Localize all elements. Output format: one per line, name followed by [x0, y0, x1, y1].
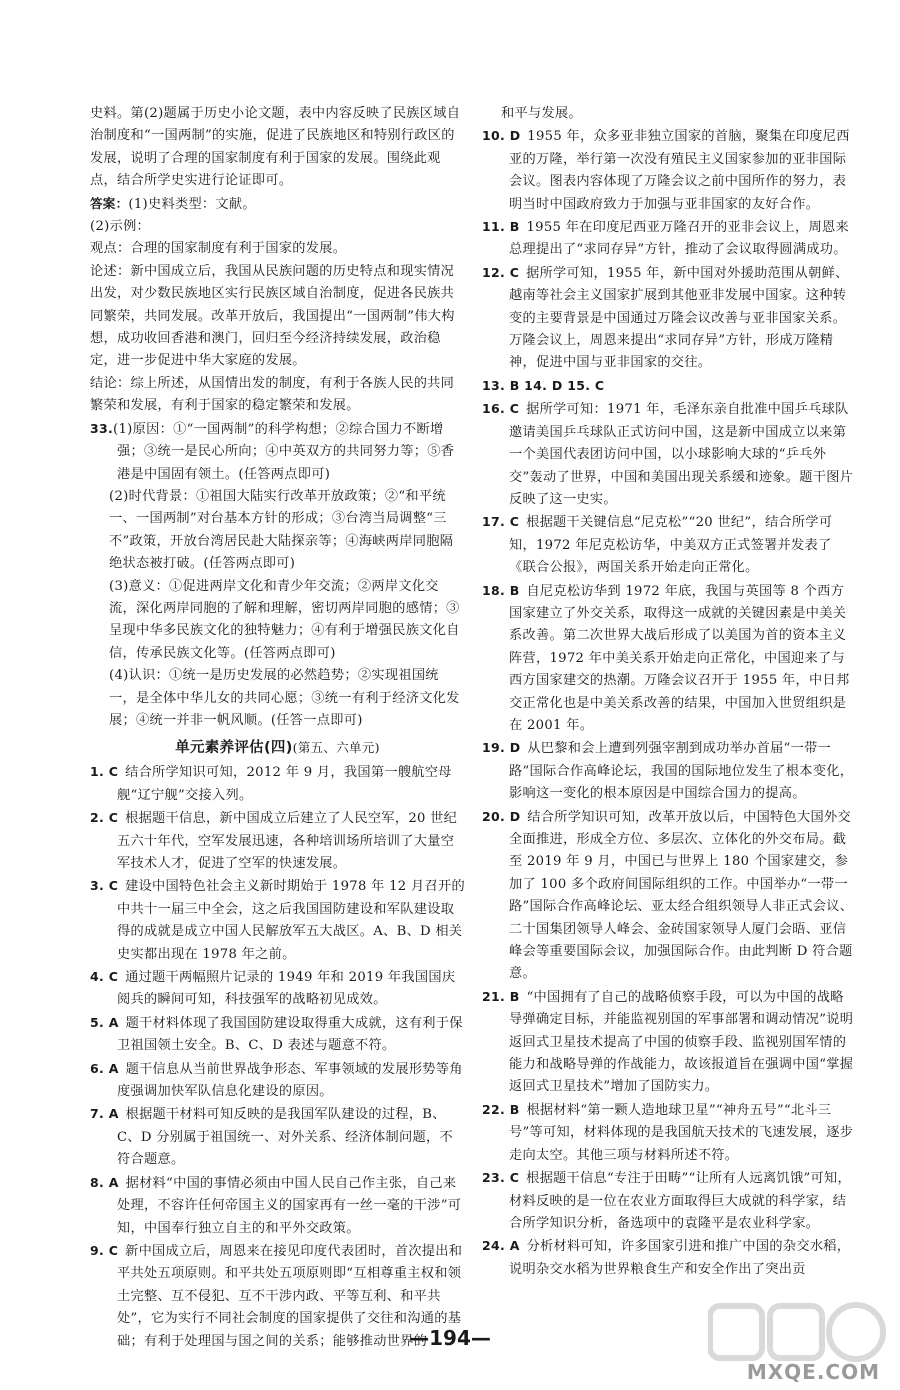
section-title: 单元素养评估(四) [175, 740, 293, 757]
answer-item [90, 875, 465, 966]
answer-item-number: 5. A [90, 1014, 119, 1030]
answer-item [482, 511, 856, 579]
q33-number: 33. [90, 420, 114, 436]
argument-paragraph: 论述：新中国成立后，我国从民族问题的历史特点和现实情况出发，对少数民族地区实行民族区域自治制度，促进各民族共同繁荣，共同发展。改革开放后，我国提出“一国两制”伟大构想，成功收回香港和澳门，回归至今经济持续发展，政治稳定，进一步促进中华大家庭的发展。 [90, 263, 455, 369]
answer-item-number: 18. B [482, 582, 520, 598]
answer-item-text: “中国拥有了自己的战略侦察手段，可以为中国的战略导弹确定目标，并能监视别国的军事部署和调动情况”说明返回式卫星技术提高了中国的侦察手段、监视别国军情的能力和战略导弹的作战能力，故该报道旨在强调中国“掌握返回式卫星技术”增加了国防实力。 [509, 989, 854, 1095]
answer-item-number: 3. C [90, 878, 119, 894]
answer-item-number: 2. C [90, 810, 119, 826]
answer-item-number: 16. C [482, 401, 520, 417]
answer-item-number: 8. A [90, 1174, 119, 1190]
question-33 [90, 418, 465, 733]
answer-item-number: 24. A [482, 1238, 520, 1254]
answer-item-number: 11. B [482, 219, 520, 235]
answer-item [482, 125, 856, 216]
right-column [482, 103, 856, 1281]
section-subtitle: (第五、六单元) [292, 740, 380, 756]
answer-item-number: 17. C [482, 514, 520, 530]
q33-part1 [90, 418, 465, 486]
answer-item [482, 216, 856, 262]
answer-item-number: 10. D [482, 128, 521, 144]
answer-item [482, 986, 856, 1099]
answer-item-text: 据所学可知，1955 年，新中国对外援助范围从朝鲜、越南等社会主义国家扩展到其他亚非发展中国家。这种转变的主要背景是中国通过万隆会议改善与亚非国家关系。万隆会议上，周恩来提出“求同存异”方针，形成万隆精神，促进中国与亚非国家的交往。 [509, 265, 849, 371]
answer-item [90, 1058, 465, 1104]
answer-item-number: 4. C [90, 969, 119, 985]
answer-item-text: 据所学可知：1971 年，毛泽东亲自批准中国乒乓球队邀请美国乒乓球队正式访问中国，这是新中国成立以来第一个美国代表团访问中国，以小球影响大球的“乒乓外交”轰动了世界，中国和美国出现关系缓和迹象。题干图片反映了这一史实。 [509, 402, 854, 507]
answer-item-text: 新中国成立后，周恩来在接见印度代表团时，首次提出和平共处五项原则。和平共处五项原则即“互相尊重主权和领土完整、互不侵犯、互不干涉内政、平等互利、和平共处”，它为实行不同社会制度的国家提供了交往和沟通的基础；有利于处理国与国之间的关系；能够推动世界的 [117, 1243, 463, 1349]
page-number: —194— [409, 1326, 491, 1350]
answer-item-text: 自尼克松访华到 1972 年底，我国与英国等 8 个西方国家建立了外交关系，取得这一成就的关键因素是中美关系改善。第二次世界大战后形成了以美国为首的资本主义阵营，1972 年中美关系开始走向正常化，中国迎来了与西方国家建交的热潮。万隆会议召开于 1955 年，中日邦交正常化也是中美关系改善的结果，中国加入世贸组织是在 2001 年。 [509, 583, 850, 733]
q33-part4: (4)认识：①统一是历史发展的必然趋势；②实现祖国统一，是全体中华儿女的共同心愿；③统一有利于经济文化发展；④统一并非一帆风顺。(任答一点即可) [109, 668, 460, 728]
answer-item-number: 19. D [482, 740, 521, 756]
answer-item-number: 23. C [482, 1170, 520, 1186]
answer-text: (1)史料类型：文献。 [128, 196, 256, 212]
answer-line [90, 193, 465, 216]
example-line: (2)示例： [90, 219, 151, 235]
answer-item-text: 据材料“中国的事情必须由中国人民自己作主张，自己来处理，不容许任何帝国主义的国家再有一丝一毫的干涉”可知，中国奉行独立自主的和平外交政策。 [117, 1175, 462, 1236]
q33-part3: (3)意义：①促进两岸文化和青少年交流；②两岸文化交流，深化两岸同胞的了解和理解，密切两岸同胞的感情；③呈现中华多民族文化的独特魅力；④有利于增强民族文化自信，传承民族文化等。(任答两点即可) [109, 578, 460, 661]
watermark-site: MXQE.COM [746, 1360, 880, 1384]
answer-item-number: 12. C [482, 264, 520, 280]
viewpoint-line: 观点：合理的国家制度有利于国家的发展。 [90, 241, 347, 257]
answer-item-text: 1955 年，众多亚非独立国家的首脑，聚集在印度尼西亚的万隆，举行第一次没有殖民主义国家参加的亚非国际会议。图表内容体现了万隆会议之前中国所作的努力，表明当时中国政府致力于加强与亚非国家的友好合作。 [509, 129, 850, 212]
answer-item [90, 807, 465, 875]
answer-item-number: 7. A [90, 1106, 119, 1122]
answer-item-number: 13. B 14. D 15. C [482, 377, 605, 393]
answer-item [482, 806, 856, 986]
conclusion-paragraph: 结论：综上所述，从国情出发的制度，有利于各族人民的共同繁荣和发展，有利于国家的稳定繁荣和发展。 [90, 375, 455, 414]
answer-item-text: 根据题干材料可知反映的是我国军队建设的过程，B、C、D 分别属于祖国统一、对外关系、经济体制问题，不符合题意。 [117, 1107, 453, 1168]
answer-item [90, 1103, 465, 1171]
answer-item-text: 结合所学知识可知，改革开放以后，中国特色大国外交全面推进，形成全方位、多层次、立体化的外交布局。截至 2019 年 9 月，中国已与世界上 180 个国家建交，参加了 100 多个政府间国际组织的工作。中国举办“一带一路”国际合作高峰论坛、亚太经合组织领导人非正式会议、二十国集团领导人峰会、金砖国家领导人厦门会晤、亚信峰会等重要国际会议，加强国际合作。由此判断 D 符合题意。 [509, 809, 854, 982]
answer-item-text: 根据题干信息，新中国成立后建立了人民空军，20 世纪五六十年代，空军发展迅速，各种培训场所培训了大量空军技术人才，促进了空军的快速发展。 [117, 811, 458, 871]
answer-item-text: 题干材料体现了我国国防建设取得重大成就，这有利于保卫祖国领土安全。B、C、D 表述与题意不符。 [117, 1015, 463, 1054]
answer-item-number: 6. A [90, 1060, 119, 1076]
answer-item [482, 375, 856, 398]
right-answer-list [482, 125, 856, 1281]
answer-item-text: 结合所学知识可知，2012 年 9 月，我国第一艘航空母舰“辽宁舰”交接入列。 [117, 765, 452, 803]
answer-item-number: 9. C [90, 1242, 119, 1258]
answer-label: 答案： [90, 195, 129, 211]
section-heading [90, 736, 465, 761]
answer-item [90, 1172, 465, 1240]
answer-item [482, 1099, 856, 1167]
answer-item-text: 根据题干信息“专注于田畴”“让所有人远离饥饿”可知，材料反映的是一位在农业方面取得巨大成就的科学家，结合所学知识分析，备选项中的袁隆平是农业科学家。 [509, 1171, 851, 1231]
continuation-line: 和平与发展。 [501, 106, 582, 121]
answer-item-text: 根据题干关键信息“尼克松”“20 世纪”，结合所学可知，1972 年尼克松访华，中美双方正式签署并发表了《联合公报》，两国关系开始走向正常化。 [509, 515, 833, 576]
answer-item-text: 1955 年在印度尼西亚万隆召开的亚非会议上，周恩来总理提出了“求同存异”方针，推动了会议取得圆满成功。 [509, 220, 849, 258]
answer-item-number: 20. D [482, 808, 521, 824]
answer-item [482, 737, 856, 805]
answer-item [482, 398, 856, 511]
q33-part2: (2)时代背景：①祖国大陆实行改革开放政策；②“和平统一、一国两制”对台基本方针的形成；③台湾当局调整“三不”政策，开放台湾居民赴大陆探亲等；④海峡两岸同胞隔绝状态被打破。(任答两点即可) [109, 488, 454, 572]
answer-item-text: 根据材料“第一颗人造地球卫星”“神舟五号”“北斗三号”等可知，材料体现的是我国航天技术的飞速发展，逐步走向太空。其他三项与材料所述不符。 [509, 1102, 854, 1163]
answer-item [90, 966, 465, 1012]
intro-paragraph: 史料。第(2)题属于历史小论文题，表中内容反映了民族区域自治制度和“一国两制”的实施，促进了民族地区和特别行政区的发展，说明了合理的国家制度有利于国家的发展。围绕此观点，结合所学史实进行论证即可。 [90, 106, 461, 189]
answer-item [482, 1167, 856, 1235]
answer-item-text: 从巴黎和会上遭到列强宰割到成功举办首届“一带一路”国际合作高峰论坛，我国的国际地位发生了根本变化，影响这一变化的根本原因是中国综合国力的提高。 [509, 741, 854, 802]
answer-item-text: 通过题干两幅照片记录的 1949 年和 2019 年我国国庆阅兵的瞬间可知，科技强军的战略初见成效。 [117, 970, 456, 1008]
answer-item [482, 580, 856, 738]
answer-item-number: 1. C [90, 764, 119, 780]
answer-item [90, 761, 465, 807]
answer-item-text: 题干信息从当前世界战争形态、军事领域的发展形势等角度强调加快军队信息化建设的原因。 [117, 1061, 463, 1100]
answer-item-text: 分析材料可知，许多国家引进和推广中国的杂交水稻，说明杂交水稻为世界粮食生产和安全作出了突出贡 [509, 1239, 851, 1277]
q33-part1-text: (1)原因：①“一国两制”的科学构想；②综合国力不断增强；③统一是民心所向；④中英双方的共同努力等；⑤香港是中国固有领土。(任答两点即可) [113, 421, 455, 482]
left-column [90, 103, 465, 1353]
answer-item-text: 建设中国特色社会主义新时期始于 1978 年 12 月召开的中共十一届三中全会，这之后我国国防建设和军队建设取得的成就是成立中国人民解放军五大战区。A、B、D 相关史实都出现在 1978 年之前。 [117, 879, 465, 962]
left-answer-list [90, 761, 465, 1353]
answer-item [482, 1235, 856, 1281]
answer-item [482, 262, 856, 375]
answer-item-number: 22. B [482, 1101, 520, 1117]
answer-item [90, 1012, 465, 1058]
answer-item-number: 21. B [482, 988, 520, 1004]
